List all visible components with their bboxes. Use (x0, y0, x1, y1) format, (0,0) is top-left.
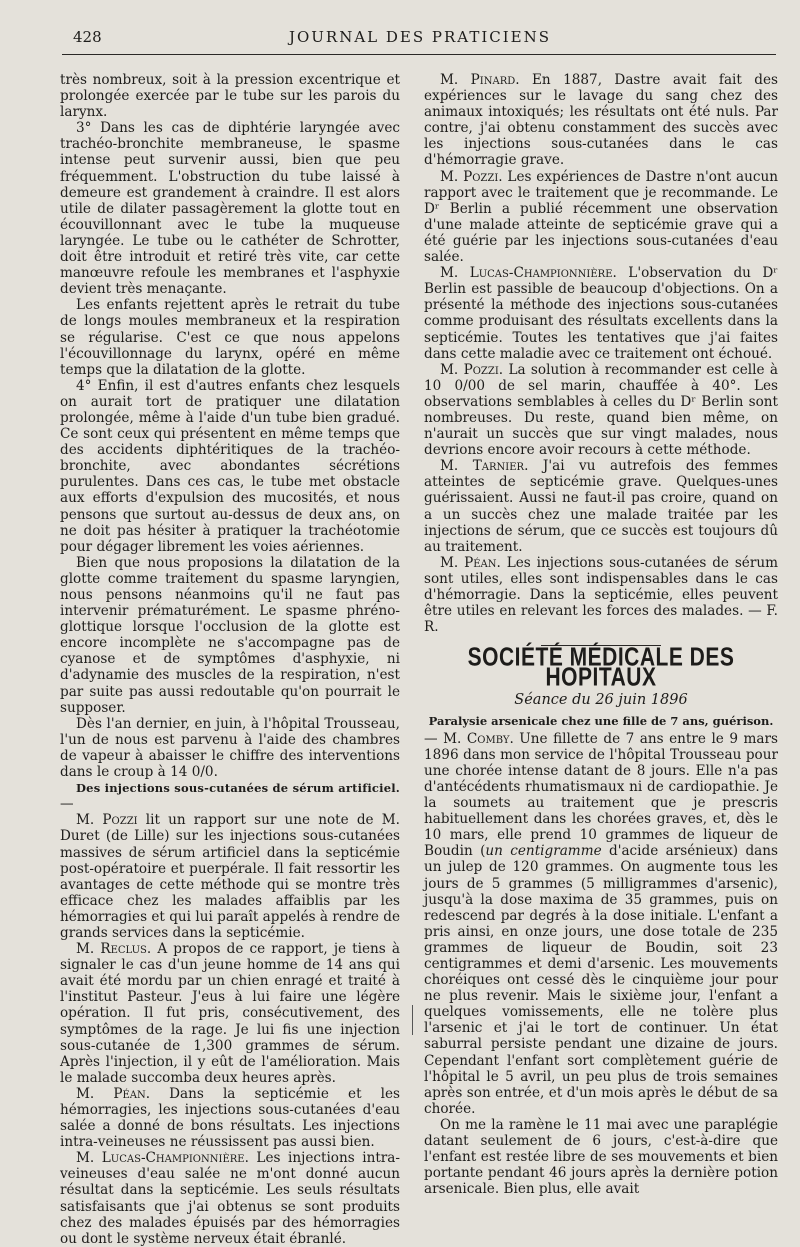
session-date: Séance du 26 juin 1896 (514, 692, 688, 709)
paragraph: 3° Dans les cas de diphtérie laryngée avec trachéo-bronchite membraneuse, le spasme intense peut survenir aussi, bien que peu fréquemment. L'obstruction du tube laissé à demeure est grandement à craindre. Il est alors utile de dilater passagèrement la glotte tout en écouvillonnant avec le tube la muqueuse laryngée. Le tube ou le cathéter de Schrotter, doit être introduit et retiré très vite, car cette manœuvre refoule les membranes et l'asphyxie devient très menaçante. (60, 120, 400, 298)
paragraph-text: Les injections sous-cutanées de sérum sont utiles, elles sont indispensables dans le cas d'hémorragie. Dans la septicémie, elles peuvent être utiles en relevant les forces des malades. — F. R. (424, 554, 778, 636)
paragraph-text: J'ai vu autrefois des femmes atteintes de septicémie grave. Quelques-unes guérissaient. Aussi ne faut-il pas croire, quand on a un succès chez une malade traitée par les injections de sérum, que ce succès est toujours dû au traitement. (424, 458, 779, 555)
paragraph: Bien que nous proposions la dilatation de la glotte comme traitement du spasme laryngien, nous pensons néanmoins qu'il ne faut pas intervenir prématurément. Le spasme phréno-glottique lorsque l'occlusion de la glotte est encore incomplète ne s'accompagne pas de cyanose et de symptômes d'asphyxie, ni d'adynamie des muscles de la respiration, n'est par suite pas aussi redoutable qu'on pourrait le supposer. (60, 554, 400, 716)
speaker-name: M. Péan. (76, 1085, 151, 1102)
speaker-name: M. Tarnier. (440, 458, 529, 475)
case-heading: Paralysie arsenicale chez une fille de 7 ans, guérison. (428, 713, 774, 728)
paragraph-text: Les injections intra-veineuses d'eau salée ne m'ont donné aucun résultat dans la septicémie. Les seuls résultats satisfaisants que j'ai obtenus se sont produits chez des malades épuisés par des hémorragies ou dont le système nerveux était ébranlé. (60, 1150, 400, 1247)
speaker-name: M. Pinard. (440, 72, 520, 88)
column-divider (412, 1005, 413, 1035)
paragraph (60, 1086, 400, 1150)
speaker-name: M. Lucas-Championnière. (76, 1150, 249, 1167)
paragraph (60, 812, 400, 941)
page-number: 428 (73, 28, 102, 46)
paragraph (424, 458, 778, 555)
speaker-name: M. Comby. (443, 730, 514, 747)
paragraph-text: Une fillette de 7 ans entre le 9 mars 1896 dans mon service de l'hôpital Trousseau pour une chorée intense datant de 8 jours. Elle n'a pas d'antécédents rhumatismaux ni de cardiopathie. Je la soumets au traitement que je prescris habituellement dans les chorées graves, et, dès le 10 mars, elle prend 10 grammes de liqueur de Boudin ( (424, 730, 778, 860)
paragraph: très nombreux, soit à la pression excentrique et prolongée exercée par le tube sur les parois du larynx. (60, 72, 400, 121)
paragraph: Les enfants rejettent après le retrait du tube de longs moules membraneux et la respiration se régularise. C'est ce que nous appelons l'écouvillonnage du larynx, opéré en même temps que la dilatation de la glotte. (60, 297, 400, 378)
speaker-name: M. Péan. (440, 554, 501, 571)
speaker-name: M. Pozzi. (440, 168, 503, 185)
speaker-name: M. Pozzi (76, 812, 138, 829)
right-column (424, 72, 778, 1197)
paragraph (60, 1150, 400, 1247)
left-column (60, 72, 400, 1247)
paragraph-text: En 1887, Dastre avait fait des expériences sur le lavage du sang chez des animaux intoxiqués; les résultats ont été nuls. Par contre, j'ai obtenu constamment des succès avec les injections sous-cutanées dans le cas d'hémorragie grave. (424, 72, 779, 169)
dash: — (60, 796, 74, 813)
paragraph (424, 731, 778, 1117)
paragraph-text: L'observation du Dʳ Berlin est passible de beaucoup d'objections. On a présenté la méthode des injections sous-cutanées comme produisant des résultats excellents dans la septicémie. Toutes les tentatives que j'ai faites dans cette maladie avec ce traitement ont échoué. (424, 265, 778, 362)
paragraph (424, 555, 778, 635)
paragraph (424, 265, 778, 362)
paragraph-text: A propos de ce rapport, je tiens à signaler le cas d'un jeune homme de 14 ans qui avait été mordu par un chien enragé et traité à l'institut Pasteur. J'eus à lui faire une légère opération. Il fut pris, consécutivement, des symptômes de la rage. Je lui fis une injection sous-cutanée de 1,300 grammes de sérum. Après l'injection, il y eût de l'amélioration. Mais le malade succomba deux heures après. (60, 941, 400, 1086)
paragraph (424, 362, 778, 459)
header-rule (62, 54, 776, 55)
italic-term: un centigramme (485, 843, 602, 860)
paragraph-text: La solution à recommander est celle à 10 0/00 de sel marin, chauffée à 40°. Les observations semblables à celles du Dʳ Berlin sont nombreuses. Du reste, quand bien même, on n'aurait un succès que sur vingt malades, nous devrions encore avoir recours à cette méthode. (424, 361, 778, 459)
speaker-name: M. Lucas-Championnière. (440, 265, 617, 282)
paragraph: 4° Enfin, il est d'autres enfants chez lesquels on aurait tort de pratiquer une dilatation prolongée, même à l'aide d'un tube bien gradué. Ce sont ceux qui présentent en même temps que des accidents diphtéritiques de la trachéo-bronchite, avec abondantes sécrétions purulentes. Dans ces cas, le tube met obstacle aux efforts d'expulsion des mucosités, et nous pensons que surtout au-dessus de deux ans, on ne doit pas hésiter à pratiquer la trachéotomie pour dégager librement les voies aériennes. (60, 377, 400, 555)
paragraph (60, 780, 400, 812)
dash: — (424, 730, 444, 747)
section-title: SOCIÉTÉ MÉDICALE DES HOPITAUX (467, 643, 735, 693)
paragraph-text: d'acide arsénieux) dans un julep de 120 grammes. On augmente tous les jours de 5 grammes (5 milligrammes d'arsenic), jusqu'à la dose maxima de 35 grammes, puis on redescend par degrés à la dose initiale. L'enfant a pris ainsi, en onze jours, une dose totale de 235 grammes de liqueur de Boudin, soit 23 centigrammes et demi d'arsenic. Les mouvements choréiques ont cessé dès le cinquième jour pour ne plus revenir. Mais le sixième jour, l'enfant a quelques vomissements, elle ne tolère plus l'arsenic et j'ai le tort de continuer. Un état saburral persiste pendant une dizaine de jours. Cependant l'enfant sort complètement guérie de l'hôpital le 5 avril, un peu plus de trois semaines après son entrée, et d'un mois après le début de sa chorée. (424, 843, 779, 1117)
paragraph (424, 72, 778, 169)
paragraph-text: Les expériences de Dastre n'ont aucun rapport avec le traitement que je recommande. Le Dʳ Berlin a publié récemment une observation d'une malade atteinte de septicémie grave qui a été guérie par les injections sous-cutanées d'eau salée. (424, 168, 778, 266)
paragraph: Dès l'an dernier, en juin, à l'hôpital Trousseau, l'un de nous est parvenu à l'aide des chambres de vapeur à abaisser le chiffre des interventions dans le croup à 14 0/0. (60, 715, 400, 781)
paragraph (424, 169, 778, 266)
page-header (60, 28, 780, 50)
paragraph: On me la ramène le 11 mai avec une paraplégie datant seulement de 6 jours, c'est-à-dire que l'enfant est restée libre de ses mouvements et bien portante pendant 46 jours après la dernière potion arsenicale. Bien plus, elle avait (424, 1116, 778, 1198)
speaker-name: M. Reclus. (76, 941, 152, 958)
paragraph-text: Dans la septicémie et les hémorragies, les injections sous-cutanées d'eau salée a donné de bons résultats. Les injections intra-veineuses ne réussissent pas aussi bien. (60, 1085, 400, 1151)
runin-heading: Des injections sous-cutanées de sérum artificiel. (76, 781, 400, 796)
paragraph (60, 941, 400, 1086)
paragraph-text: lit un rapport sur une note de M. Duret (de Lille) sur les injections sous-cutanées massives de sérum artificiel dans la septicémie post-opératoire et puerpérale. Il fait ressortir les avantages de cette méthode qui se montre très efficace chez les malades affaiblis par les hémorragies et qui lui paraît appelés à rendre de grands services dans la septicémie. (60, 812, 400, 941)
speaker-name: M. Pozzi. (440, 361, 504, 378)
running-title: JOURNAL DES PRATICIENS (288, 28, 552, 46)
